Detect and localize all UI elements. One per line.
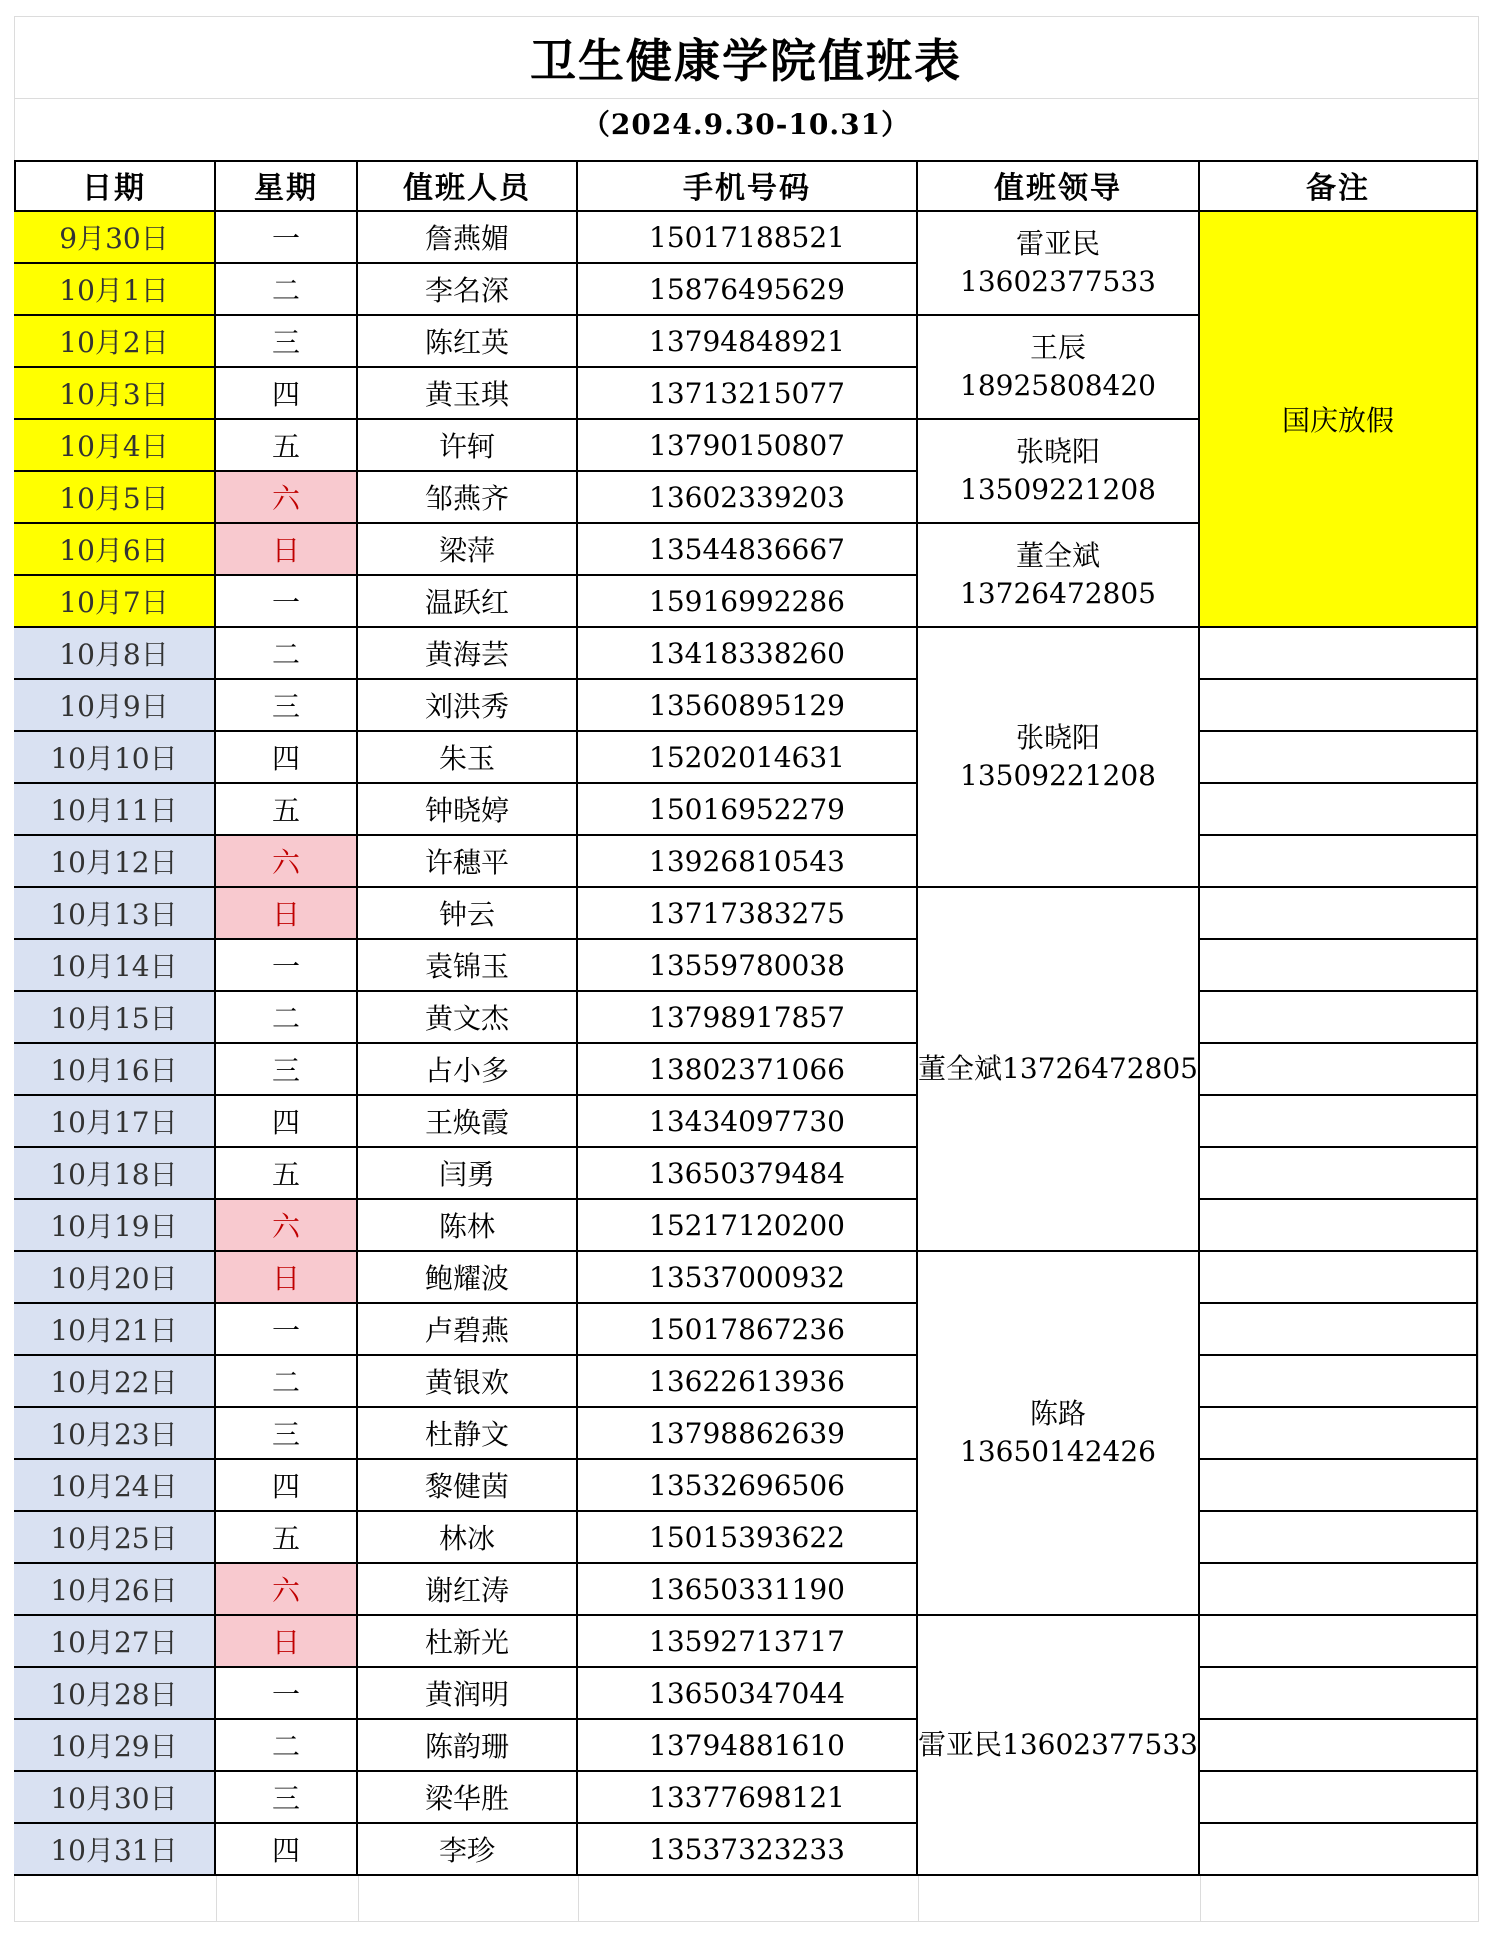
leader-text xyxy=(960,225,1156,301)
duty-leader-cell xyxy=(918,420,1200,524)
date-cell: 10月21日 xyxy=(14,1304,216,1356)
column-header: 日期 xyxy=(14,160,216,212)
phone-cell: 13650379484 xyxy=(578,1148,918,1200)
phone-cell: 13802371066 xyxy=(578,1044,918,1096)
date-cell: 10月9日 xyxy=(14,680,216,732)
duty-person-cell: 陈林 xyxy=(358,1200,578,1252)
phone-cell: 15876495629 xyxy=(578,264,918,316)
weekday-cell: 二 xyxy=(216,1356,358,1408)
date-cell: 10月16日 xyxy=(14,1044,216,1096)
duty-person-cell: 钟云 xyxy=(358,888,578,940)
phone-cell: 13717383275 xyxy=(578,888,918,940)
weekday-cell: 一 xyxy=(216,940,358,992)
date-cell: 10月10日 xyxy=(14,732,216,784)
gridline xyxy=(14,98,1478,99)
gridline xyxy=(1200,1876,1201,1921)
weekday-cell: 三 xyxy=(216,1408,358,1460)
column-header: 值班人员 xyxy=(358,160,578,212)
duty-person-cell: 刘洪秀 xyxy=(358,680,578,732)
remark-cell xyxy=(1200,1512,1478,1564)
column-header: 备注 xyxy=(1200,160,1478,212)
date-cell: 10月12日 xyxy=(14,836,216,888)
duty-person-cell: 李珍 xyxy=(358,1824,578,1876)
duty-person-cell: 温跃红 xyxy=(358,576,578,628)
duty-person-cell: 林冰 xyxy=(358,1512,578,1564)
duty-person-cell: 占小多 xyxy=(358,1044,578,1096)
duty-person-cell: 杜静文 xyxy=(358,1408,578,1460)
leader-line: 18925808420 xyxy=(960,369,1156,402)
remark-cell xyxy=(1200,940,1478,992)
leader-line: 雷亚民13602377533 xyxy=(918,1728,1198,1761)
phone-cell: 13713215077 xyxy=(578,368,918,420)
leader-line: 13602377533 xyxy=(960,265,1156,298)
remark-cell xyxy=(1200,1460,1478,1512)
weekday-cell: 五 xyxy=(216,784,358,836)
leader-text xyxy=(918,1050,1198,1088)
remark-cell xyxy=(1200,784,1478,836)
phone-cell: 13926810543 xyxy=(578,836,918,888)
gridline xyxy=(918,1876,919,1921)
weekday-cell: 三 xyxy=(216,1772,358,1824)
date-cell: 9月30日 xyxy=(14,212,216,264)
duty-person-cell: 卢碧燕 xyxy=(358,1304,578,1356)
phone-cell: 15015393622 xyxy=(578,1512,918,1564)
phone-cell: 13650347044 xyxy=(578,1668,918,1720)
leader-line: 董全斌 xyxy=(1015,539,1100,572)
leader-line: 13509221208 xyxy=(960,759,1156,792)
phone-cell: 13537000932 xyxy=(578,1252,918,1304)
weekday-cell: 一 xyxy=(216,212,358,264)
phone-cell: 13798862639 xyxy=(578,1408,918,1460)
phone-cell: 13794881610 xyxy=(578,1720,918,1772)
duty-leader-cell xyxy=(918,888,1200,1252)
date-cell: 10月28日 xyxy=(14,1668,216,1720)
weekday-cell: 六 xyxy=(216,1564,358,1616)
leader-text xyxy=(960,1395,1156,1471)
phone-cell: 13434097730 xyxy=(578,1096,918,1148)
phone-cell: 13622613936 xyxy=(578,1356,918,1408)
remark-cell xyxy=(1200,836,1478,888)
weekday-cell: 六 xyxy=(216,1200,358,1252)
leader-text xyxy=(960,537,1156,613)
duty-person-cell: 邹燕齐 xyxy=(358,472,578,524)
duty-leader-cell xyxy=(918,212,1200,316)
weekday-cell: 一 xyxy=(216,576,358,628)
remark-cell xyxy=(1200,1772,1478,1824)
duty-person-cell: 许轲 xyxy=(358,420,578,472)
date-cell: 10月3日 xyxy=(14,368,216,420)
duty-person-cell: 梁萍 xyxy=(358,524,578,576)
duty-person-cell: 梁华胜 xyxy=(358,1772,578,1824)
phone-cell: 15017867236 xyxy=(578,1304,918,1356)
gridline xyxy=(14,16,1478,17)
date-cell: 10月7日 xyxy=(14,576,216,628)
phone-cell: 13592713717 xyxy=(578,1616,918,1668)
phone-cell: 15916992286 xyxy=(578,576,918,628)
date-cell: 10月17日 xyxy=(14,1096,216,1148)
remark-cell xyxy=(1200,1564,1478,1616)
leader-line: 董全斌13726472805 xyxy=(918,1052,1198,1085)
phone-cell: 13798917857 xyxy=(578,992,918,1044)
duty-person-cell: 黎健茵 xyxy=(358,1460,578,1512)
remark-cell xyxy=(1200,1824,1478,1876)
duty-person-cell: 袁锦玉 xyxy=(358,940,578,992)
leader-line: 陈路 xyxy=(1029,1397,1086,1430)
date-cell: 10月8日 xyxy=(14,628,216,680)
duty-leader-cell xyxy=(918,524,1200,628)
date-cell: 10月25日 xyxy=(14,1512,216,1564)
date-cell: 10月24日 xyxy=(14,1460,216,1512)
phone-cell: 13559780038 xyxy=(578,940,918,992)
date-cell: 10月13日 xyxy=(14,888,216,940)
phone-cell: 13544836667 xyxy=(578,524,918,576)
date-cell: 10月2日 xyxy=(14,316,216,368)
weekday-cell: 二 xyxy=(216,1720,358,1772)
duty-person-cell: 杜新光 xyxy=(358,1616,578,1668)
date-range-subtitle: （2024.9.30-10.31） xyxy=(581,108,911,141)
weekday-cell: 四 xyxy=(216,1096,358,1148)
duty-leader-cell xyxy=(918,1616,1200,1876)
weekday-cell: 四 xyxy=(216,368,358,420)
remark-cell xyxy=(1200,1616,1478,1668)
leader-text xyxy=(960,329,1156,405)
gridline xyxy=(578,1876,579,1921)
remark-cell xyxy=(1200,732,1478,784)
duty-person-cell: 陈韵珊 xyxy=(358,1720,578,1772)
weekday-cell: 一 xyxy=(216,1668,358,1720)
leader-line: 雷亚民 xyxy=(1015,227,1100,260)
duty-person-cell: 朱玉 xyxy=(358,732,578,784)
date-cell: 10月5日 xyxy=(14,472,216,524)
phone-cell: 13377698121 xyxy=(578,1772,918,1824)
duty-person-cell: 黄润明 xyxy=(358,1668,578,1720)
phone-cell: 15017188521 xyxy=(578,212,918,264)
date-cell: 10月23日 xyxy=(14,1408,216,1460)
leader-text xyxy=(960,719,1156,795)
duty-leader-cell xyxy=(918,628,1200,888)
column-header: 手机号码 xyxy=(578,160,918,212)
date-cell: 10月30日 xyxy=(14,1772,216,1824)
remark-cell xyxy=(1200,1044,1478,1096)
remark-cell xyxy=(1200,1668,1478,1720)
weekday-cell: 日 xyxy=(216,1252,358,1304)
leader-line: 张晓阳 xyxy=(1015,435,1100,468)
leader-line: 张晓阳 xyxy=(1015,721,1100,754)
weekday-cell: 三 xyxy=(216,680,358,732)
gridline xyxy=(14,1921,1478,1922)
date-cell: 10月31日 xyxy=(14,1824,216,1876)
date-cell: 10月26日 xyxy=(14,1564,216,1616)
date-cell: 10月22日 xyxy=(14,1356,216,1408)
phone-cell: 15202014631 xyxy=(578,732,918,784)
page-title: 卫生健康学院值班表 xyxy=(530,34,962,88)
date-cell: 10月29日 xyxy=(14,1720,216,1772)
duty-person-cell: 谢红涛 xyxy=(358,1564,578,1616)
duty-person-cell: 李名深 xyxy=(358,264,578,316)
duty-person-cell: 鲍耀波 xyxy=(358,1252,578,1304)
phone-cell: 15016952279 xyxy=(578,784,918,836)
weekday-cell: 日 xyxy=(216,888,358,940)
leader-text xyxy=(960,433,1156,509)
weekday-cell: 一 xyxy=(216,1304,358,1356)
gridline xyxy=(1478,16,1479,1922)
date-cell: 10月4日 xyxy=(14,420,216,472)
remark-cell xyxy=(1200,992,1478,1044)
weekday-cell: 四 xyxy=(216,1460,358,1512)
duty-person-cell: 闫勇 xyxy=(358,1148,578,1200)
date-cell: 10月11日 xyxy=(14,784,216,836)
remark-cell xyxy=(1200,628,1478,680)
duty-person-cell: 黄文杰 xyxy=(358,992,578,1044)
remark-cell xyxy=(1200,1356,1478,1408)
phone-cell: 13602339203 xyxy=(578,472,918,524)
weekday-cell: 四 xyxy=(216,1824,358,1876)
phone-cell: 15217120200 xyxy=(578,1200,918,1252)
date-cell: 10月15日 xyxy=(14,992,216,1044)
phone-cell: 13790150807 xyxy=(578,420,918,472)
remark-cell xyxy=(1200,1720,1478,1772)
remark-cell xyxy=(1200,1408,1478,1460)
remark-cell xyxy=(1200,1304,1478,1356)
remark-cell xyxy=(1200,1200,1478,1252)
duty-person-cell: 黄海芸 xyxy=(358,628,578,680)
weekday-cell: 三 xyxy=(216,316,358,368)
duty-person-cell: 钟晓婷 xyxy=(358,784,578,836)
column-header: 星期 xyxy=(216,160,358,212)
weekday-cell: 六 xyxy=(216,472,358,524)
date-cell: 10月14日 xyxy=(14,940,216,992)
weekday-cell: 二 xyxy=(216,628,358,680)
weekday-cell: 二 xyxy=(216,264,358,316)
date-cell: 10月27日 xyxy=(14,1616,216,1668)
phone-cell: 13537323233 xyxy=(578,1824,918,1876)
weekday-cell: 三 xyxy=(216,1044,358,1096)
duty-person-cell: 黄玉琪 xyxy=(358,368,578,420)
duty-leader-cell xyxy=(918,316,1200,420)
duty-person-cell: 陈红英 xyxy=(358,316,578,368)
phone-cell: 13794848921 xyxy=(578,316,918,368)
phone-cell: 13650331190 xyxy=(578,1564,918,1616)
holiday-remark-cell: 国庆放假 xyxy=(1200,212,1478,628)
leader-line: 13650142426 xyxy=(960,1435,1156,1468)
gridline xyxy=(358,1876,359,1921)
remark-cell xyxy=(1200,680,1478,732)
date-cell: 10月6日 xyxy=(14,524,216,576)
gridline xyxy=(216,1876,217,1921)
phone-cell: 13560895129 xyxy=(578,680,918,732)
remark-cell xyxy=(1200,1148,1478,1200)
date-cell: 10月1日 xyxy=(14,264,216,316)
date-cell: 10月19日 xyxy=(14,1200,216,1252)
leader-text xyxy=(918,1726,1198,1764)
weekday-cell: 二 xyxy=(216,992,358,1044)
remark-cell xyxy=(1200,1096,1478,1148)
remark-cell xyxy=(1200,888,1478,940)
phone-cell: 13418338260 xyxy=(578,628,918,680)
duty-person-cell: 黄银欢 xyxy=(358,1356,578,1408)
remark-cell xyxy=(1200,1252,1478,1304)
weekday-cell: 六 xyxy=(216,836,358,888)
duty-person-cell: 许穗平 xyxy=(358,836,578,888)
date-cell: 10月20日 xyxy=(14,1252,216,1304)
leader-line: 王辰 xyxy=(1029,331,1086,364)
date-cell: 10月18日 xyxy=(14,1148,216,1200)
phone-cell: 13532696506 xyxy=(578,1460,918,1512)
weekday-cell: 五 xyxy=(216,420,358,472)
weekday-cell: 日 xyxy=(216,524,358,576)
weekday-cell: 五 xyxy=(216,1148,358,1200)
duty-leader-cell xyxy=(918,1252,1200,1616)
column-header: 值班领导 xyxy=(918,160,1200,212)
weekday-cell: 五 xyxy=(216,1512,358,1564)
weekday-cell: 日 xyxy=(216,1616,358,1668)
leader-line: 13726472805 xyxy=(960,577,1156,610)
weekday-cell: 四 xyxy=(216,732,358,784)
duty-person-cell: 王焕霞 xyxy=(358,1096,578,1148)
leader-line: 13509221208 xyxy=(960,473,1156,506)
duty-person-cell: 詹燕媚 xyxy=(358,212,578,264)
